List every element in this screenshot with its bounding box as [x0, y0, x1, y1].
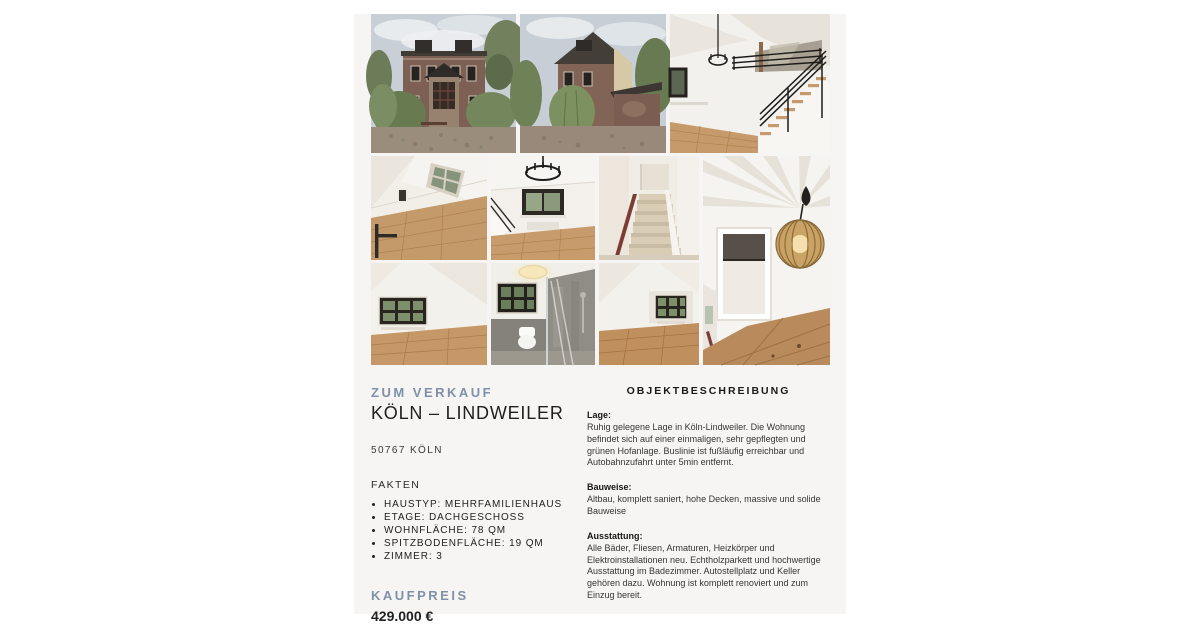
fact-item-etage: • ETAGE: DACHGESCHOSS: [384, 512, 587, 525]
photo-bathroom-shower-image: [491, 263, 595, 365]
fact-item-wohnflaeche: • WOHNFLÄCHE: 78 QM: [384, 525, 587, 538]
page-title: KÖLN – LINDWEILER: [371, 403, 564, 423]
status-label: ZUM VERKAUF: [371, 385, 494, 400]
fact-item-spitzbodenflaeche: • SPITZBODENFLÄCHE: 19 QM: [384, 538, 587, 551]
postal-city: 50767 KÖLN: [371, 445, 443, 456]
description-section-bauweise: [587, 482, 830, 518]
photo-staircase-steps-image: [599, 156, 699, 260]
description-heading: OBJEKTBESCHREIBUNG: [626, 385, 791, 397]
photo-attic-skylight: [371, 156, 487, 260]
section-label-bauweise: Bauweise:: [587, 482, 632, 493]
photo-stairs-mezzanine: [670, 14, 830, 153]
fact-item-zimmer: • ZIMMER: 3: [384, 551, 587, 564]
listing-details: [371, 385, 830, 624]
section-text-bauweise: Altbau, komplett saniert, hohe Decken, massive und solide Bauweise: [587, 494, 821, 516]
section-label-ausstattung: Ausstattung:: [587, 530, 643, 541]
photo-attic-skylight-image: [371, 156, 487, 260]
photo-chandelier-room-image: [491, 156, 595, 260]
listing-page-card: [354, 14, 846, 624]
photo-house-side-image: [520, 14, 666, 153]
listing-summary-column: [371, 385, 587, 624]
description-column: [587, 385, 830, 624]
photo-room-window-right: [599, 263, 699, 365]
photo-chandelier-room: [491, 156, 595, 260]
description-section-lage: [587, 410, 830, 469]
section-label-lage: Lage:: [587, 410, 612, 420]
fact-item-haustyp: • HAUSTYP: MEHRFAMILIENHAUS: [384, 499, 587, 512]
facts-list: [371, 499, 587, 564]
photo-room-window-left: [371, 263, 487, 365]
description-section-ausstattung: [587, 531, 830, 602]
facts-heading: FAKTEN: [371, 479, 421, 491]
photo-room-window-left-image: [371, 263, 487, 365]
photo-grid-top-row: [371, 14, 830, 153]
section-text-ausstattung: Alle Bäder, Fliesen, Armaturen, Heizkörper und Elektroinstallationen neu. Echtholzparkett und hochwertige Ausstattung im Badezimmer. Autostellplatz und Keller gehören dazu. Wohnung ist komplett renoviert und zum Einzug bereit.: [587, 542, 821, 600]
photo-house-front: [371, 14, 516, 153]
photo-staircase-steps: [599, 156, 699, 260]
photo-closet-pendant: [703, 156, 830, 365]
price-value: 429.000 €: [371, 607, 434, 624]
photo-room-window-right-image: [599, 263, 699, 365]
photo-grid-bottom-rows: [371, 156, 830, 365]
photo-stairs-mezzanine-image: [670, 14, 830, 153]
photo-bathroom-shower: [491, 263, 595, 365]
section-text-lage: Ruhig gelegene Lage in Köln-Lindweiler. Die Wohnung befindet sich auf einer einmaligen, sehr gepflegten und grünen Hofanlage. Buslinie ist fußläufig erreichbar und Autobahnzufahrt unter 5min entfernt.: [587, 422, 806, 468]
price-heading: KAUFPREIS: [371, 587, 469, 603]
photo-house-side: [520, 14, 666, 153]
photo-closet-pendant-image: [703, 156, 830, 365]
photo-house-front-image: [371, 14, 516, 153]
